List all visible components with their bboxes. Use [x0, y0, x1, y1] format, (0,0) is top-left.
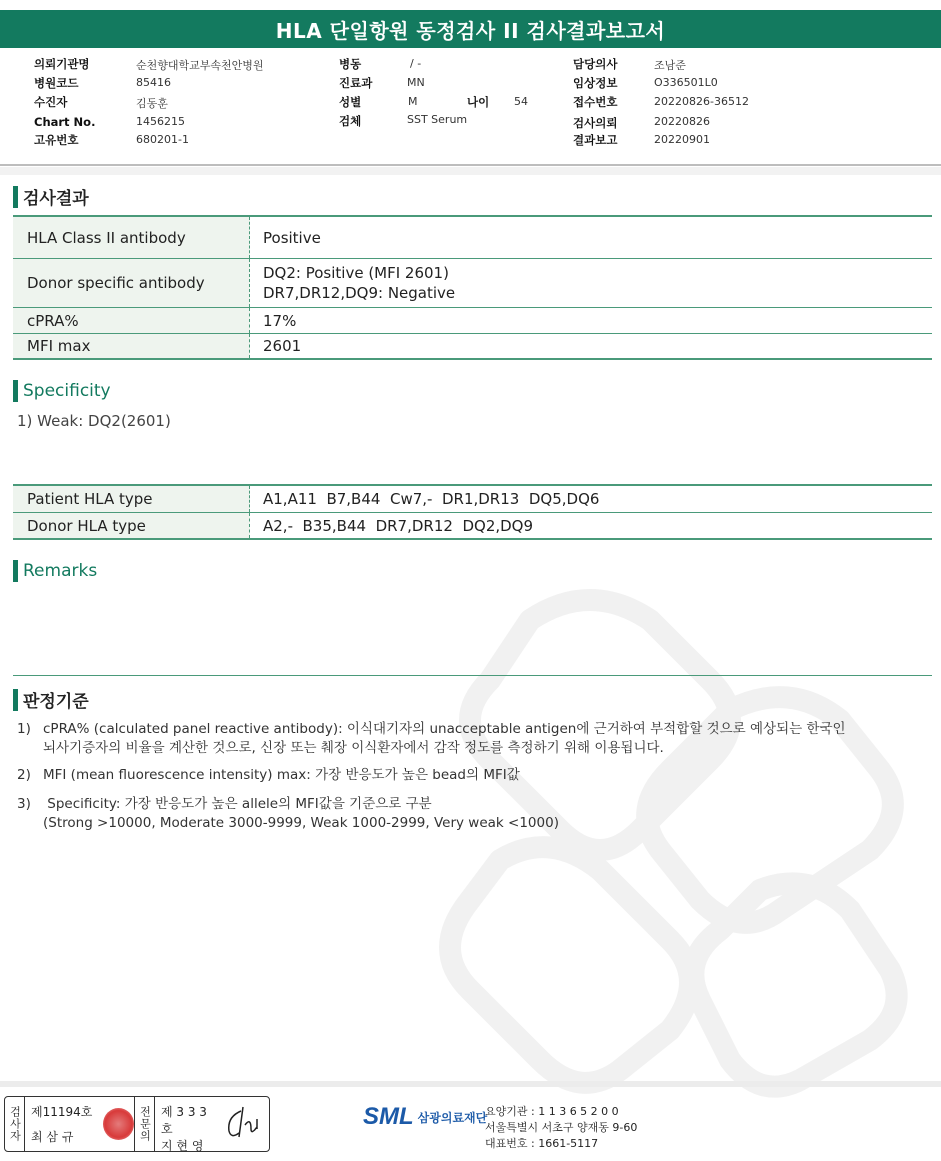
remarks-heading	[13, 560, 97, 582]
heading-marker	[13, 380, 18, 402]
criteria-text: Specificity: 가장 반응도가 높은 allele의 MFI값을 기준으로 구분	[43, 796, 432, 812]
row-value-cell	[250, 217, 932, 258]
info-value: 20220901	[654, 133, 710, 146]
criteria-item	[17, 795, 559, 833]
row-value-cell	[250, 308, 932, 333]
info-label: 진료과	[339, 76, 373, 90]
criteria-item	[17, 766, 520, 785]
criteria-text: MFI (mean fluorescence intensity) max: 가장 반응도가 높은 bead의 MFI값	[43, 767, 520, 783]
results-heading	[13, 184, 89, 209]
report-title-bar	[0, 10, 941, 48]
row-key: MFI max	[13, 334, 250, 358]
info-label: 성별	[339, 95, 362, 109]
row-value: DQ2: Positive (MFI 2601)	[263, 264, 449, 282]
info-label: 의뢰기관명	[34, 57, 90, 71]
specificity-heading-text: Specificity	[23, 381, 111, 401]
report-title: HLA 단일항원 동정검사 II 검사결과보고서	[275, 18, 666, 43]
info-value: 85416	[136, 76, 171, 89]
info-label: 담당의사	[573, 57, 618, 71]
examiner-name: 최 삼 규	[31, 1130, 74, 1144]
row-value: A2,- B35,B44 DR7,DR12 DQ2,DQ9	[263, 516, 534, 535]
criteria-heading	[13, 687, 89, 712]
specialist-label	[135, 1097, 155, 1151]
info-label: Chart No.	[34, 115, 96, 129]
info-label: 검체	[339, 114, 362, 128]
row-value-cell	[250, 334, 932, 358]
examiner-seal	[99, 1097, 135, 1151]
heading-marker	[13, 560, 18, 582]
info-value: 1456215	[136, 115, 185, 128]
info-value: 순천향대학교부속천안병원	[136, 59, 264, 72]
examiner-number: 제11194호	[31, 1105, 93, 1119]
divider	[0, 164, 941, 166]
info-value: M	[408, 95, 418, 108]
sml-logo	[363, 1103, 487, 1131]
examiner-label	[5, 1097, 25, 1151]
examiner-info	[25, 1097, 99, 1151]
results-heading-text: 검사결과	[23, 189, 89, 209]
info-value: 20220826-36512	[654, 95, 749, 108]
row-value: 17%	[263, 311, 297, 330]
criteria-text: cPRA% (calculated panel reactive antibody): 이식대기자의 unacceptable antigen에 근거하여 부적합할 것으로 예상되는 한국인	[43, 721, 846, 737]
watermark-logo	[380, 560, 940, 1120]
table-row	[13, 308, 932, 334]
row-key: cPRA%	[13, 308, 250, 333]
criteria-item	[17, 720, 846, 758]
footer-divider	[0, 1081, 941, 1087]
table-row	[13, 259, 932, 308]
signature-box	[4, 1096, 270, 1152]
specificity-line: 1) Weak: DQ2(2601)	[17, 412, 171, 430]
row-key: Donor specific antibody	[13, 259, 250, 307]
criteria-num: 1)	[17, 721, 31, 737]
specialist-label-text: 전문의	[138, 1106, 152, 1142]
row-value: DR7,DR12,DQ9: Negative	[263, 284, 456, 302]
row-key: HLA Class II antibody	[13, 217, 250, 258]
info-value: 조남준	[654, 59, 686, 72]
age-value: 54	[514, 95, 528, 108]
info-value: 20220826	[654, 115, 710, 128]
specialist-name: 지 현 영	[161, 1139, 204, 1153]
patient-info-block	[0, 52, 941, 164]
results-table	[13, 215, 932, 360]
info-label: 검사의뢰	[573, 116, 618, 130]
hla-type-table	[13, 484, 932, 540]
examiner-label-text: 검사자	[8, 1106, 22, 1142]
table-row	[13, 513, 932, 540]
info-label: 임상정보	[573, 76, 618, 90]
org-address: 서울특별시 서초구 양재동 9-60	[485, 1121, 638, 1134]
row-value: A1,A11 B7,B44 Cw7,- DR1,DR13 DQ5,DQ6	[263, 490, 600, 508]
criteria-num: 3)	[17, 796, 31, 812]
info-label: 병원코드	[34, 76, 79, 90]
table-row	[13, 486, 932, 513]
row-value-cell	[250, 513, 932, 538]
row-value-cell	[250, 259, 932, 307]
heading-marker	[13, 689, 18, 711]
specialist-number: 제 3 3 3 호	[161, 1105, 207, 1136]
info-value: 김동훈	[136, 97, 168, 110]
heading-marker	[13, 186, 18, 208]
org-phone: 대표번호 : 1661-5117	[485, 1137, 599, 1150]
divider	[0, 167, 941, 175]
org-code: 요양기관 : 1 1 3 6 5 2 0 0	[485, 1105, 619, 1118]
row-value: 2601	[263, 337, 302, 355]
age-label: 나이	[467, 95, 490, 109]
info-label: 수진자	[34, 95, 68, 109]
criteria-text: 뇌사기증자의 비율을 계산한 것으로, 신장 또는 췌장 이식환자에서 감작 정도를 측정하기 위해 이용됩니다.	[43, 740, 664, 756]
foundation-name: 삼광의료재단	[417, 1110, 488, 1125]
row-value: Positive	[263, 228, 321, 247]
signature-icon	[219, 1097, 265, 1151]
info-label: 접수번호	[573, 95, 618, 109]
info-label: 고유번호	[34, 133, 79, 147]
info-value: 680201-1	[136, 133, 189, 146]
criteria-num: 2)	[17, 767, 31, 783]
info-value: O336501L0	[654, 76, 718, 89]
info-label: 병동	[339, 57, 362, 71]
info-label: 결과보고	[573, 133, 618, 147]
table-row	[13, 334, 932, 360]
info-value: MN	[407, 76, 425, 89]
org-info	[485, 1104, 637, 1152]
seal-icon	[103, 1108, 134, 1140]
row-key: Donor HLA type	[13, 513, 250, 538]
criteria-text: (Strong >10000, Moderate 3000-9999, Weak 1000-2999, Very weak <1000)	[43, 815, 559, 831]
row-value-cell	[250, 486, 932, 512]
specificity-heading	[13, 380, 111, 402]
info-value: SST Serum	[407, 113, 468, 126]
divider	[13, 675, 932, 676]
info-value: / -	[410, 57, 422, 70]
sml-logo-mark: SML	[363, 1103, 414, 1130]
criteria-heading-text: 판정기준	[23, 692, 89, 712]
table-row	[13, 217, 932, 259]
row-key: Patient HLA type	[13, 486, 250, 512]
specialist-info	[155, 1097, 219, 1151]
remarks-heading-text: Remarks	[23, 561, 98, 581]
